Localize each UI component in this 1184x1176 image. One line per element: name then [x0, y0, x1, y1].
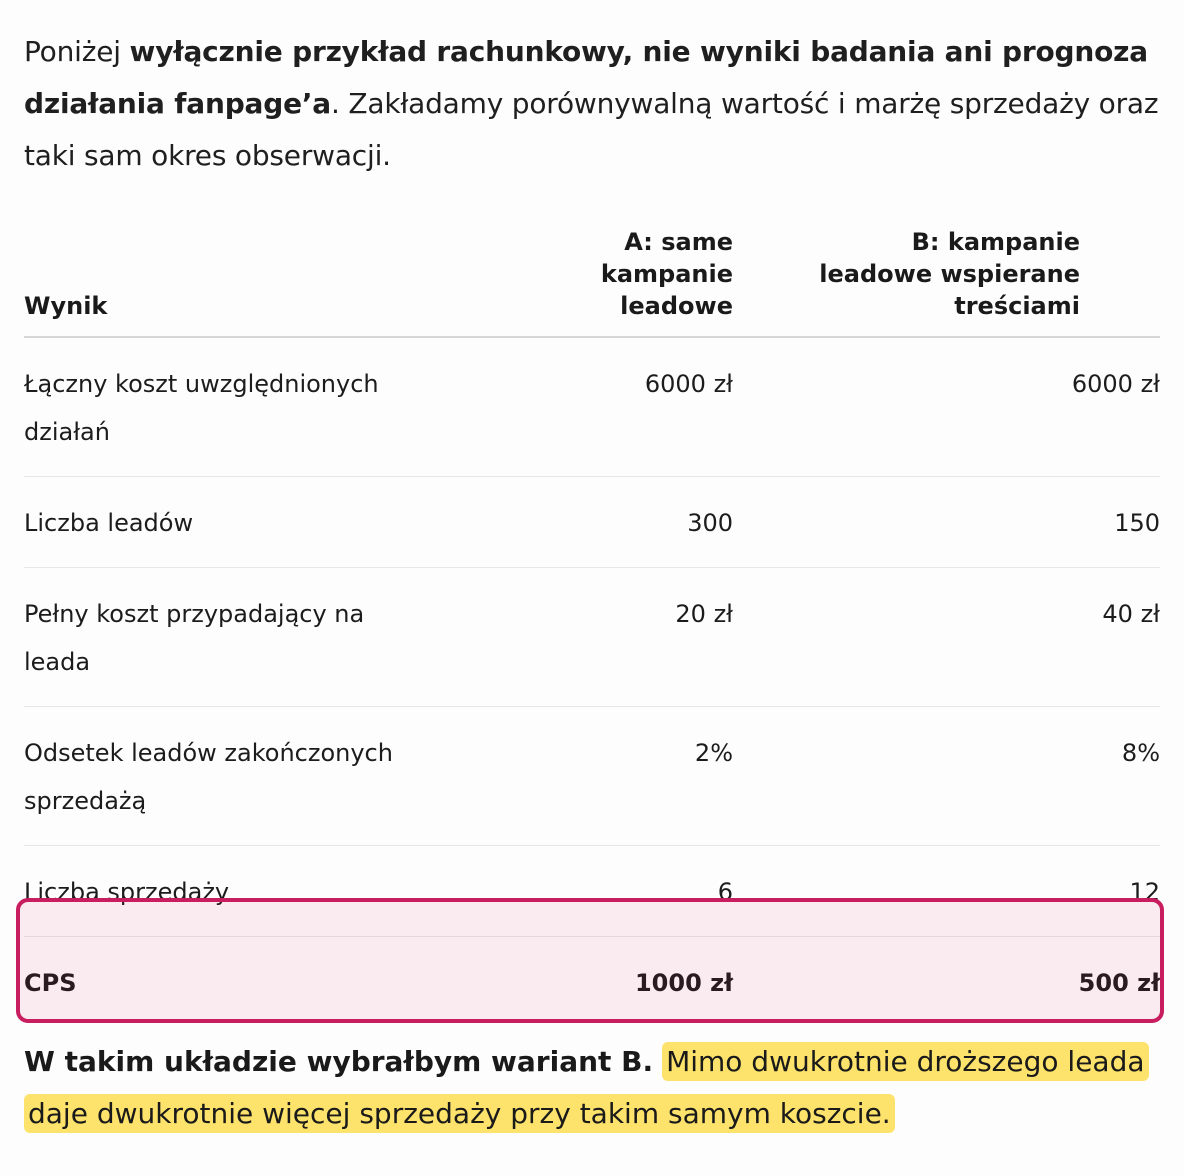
intro-paragraph — [24, 0, 1160, 182]
calculation-table — [24, 226, 1160, 1057]
conclusion-paragraph — [24, 1036, 1160, 1140]
row-value-a: 300 — [454, 477, 733, 568]
row-value-b: 150 — [733, 477, 1160, 568]
row-value-a: 2% — [454, 707, 733, 846]
intro-rest: . Zakładamy porównywalną wartość i marżę sprzedaży oraz taki sam okres obserwacji. — [24, 87, 1159, 172]
intro-bold: wyłącznie przykład rachunkowy, nie wyniki badania ani prognoza działania fanpage’a — [24, 35, 1148, 120]
intro-lead: Poniżej — [24, 35, 130, 68]
cps-value-a: 1000 zł — [634, 969, 733, 997]
row-label: Odsetek leadów zakończonych sprzedażą — [24, 707, 454, 846]
table-row — [24, 337, 1160, 477]
row-value-a: 6 — [454, 846, 733, 937]
row-label: Liczba leadów — [24, 477, 454, 568]
page — [24, 0, 1160, 1130]
table-row — [24, 846, 1160, 937]
table-row — [24, 568, 1160, 707]
row-value-b: 6000 zł — [733, 337, 1160, 477]
header-variant-b: B: kampanie leadowe wspierane treściami — [733, 226, 1160, 337]
row-label: Pełny koszt przypadający na leada — [24, 568, 454, 707]
header-variant-a: A: same kampanie leadowe — [454, 226, 733, 337]
cps-label: CPS — [24, 969, 77, 997]
cps-value-b: 500 zł — [1078, 969, 1160, 997]
row-label: Łączny koszt uwzględnionych działań — [24, 337, 454, 477]
row-value-b: 8% — [733, 707, 1160, 846]
conclusion-bold: W takim układzie wybrałbym wariant B. — [24, 1045, 654, 1078]
table-row — [24, 477, 1160, 568]
table-header-row — [24, 226, 1160, 337]
header-metric: Wynik — [24, 226, 454, 337]
row-value-a: 6000 zł — [454, 337, 733, 477]
table-row — [24, 707, 1160, 846]
row-value-b: 40 zł — [733, 568, 1160, 707]
row-value-a: 20 zł — [454, 568, 733, 707]
row-label: Liczba sprzedaży — [24, 846, 454, 937]
highlighted-text: Mimo dwukrotnie droższego leada daje dwukrotnie więcej sprzedaży przy takim samym koszcie. — [24, 1042, 1149, 1133]
row-value-b: 12 — [733, 846, 1160, 937]
